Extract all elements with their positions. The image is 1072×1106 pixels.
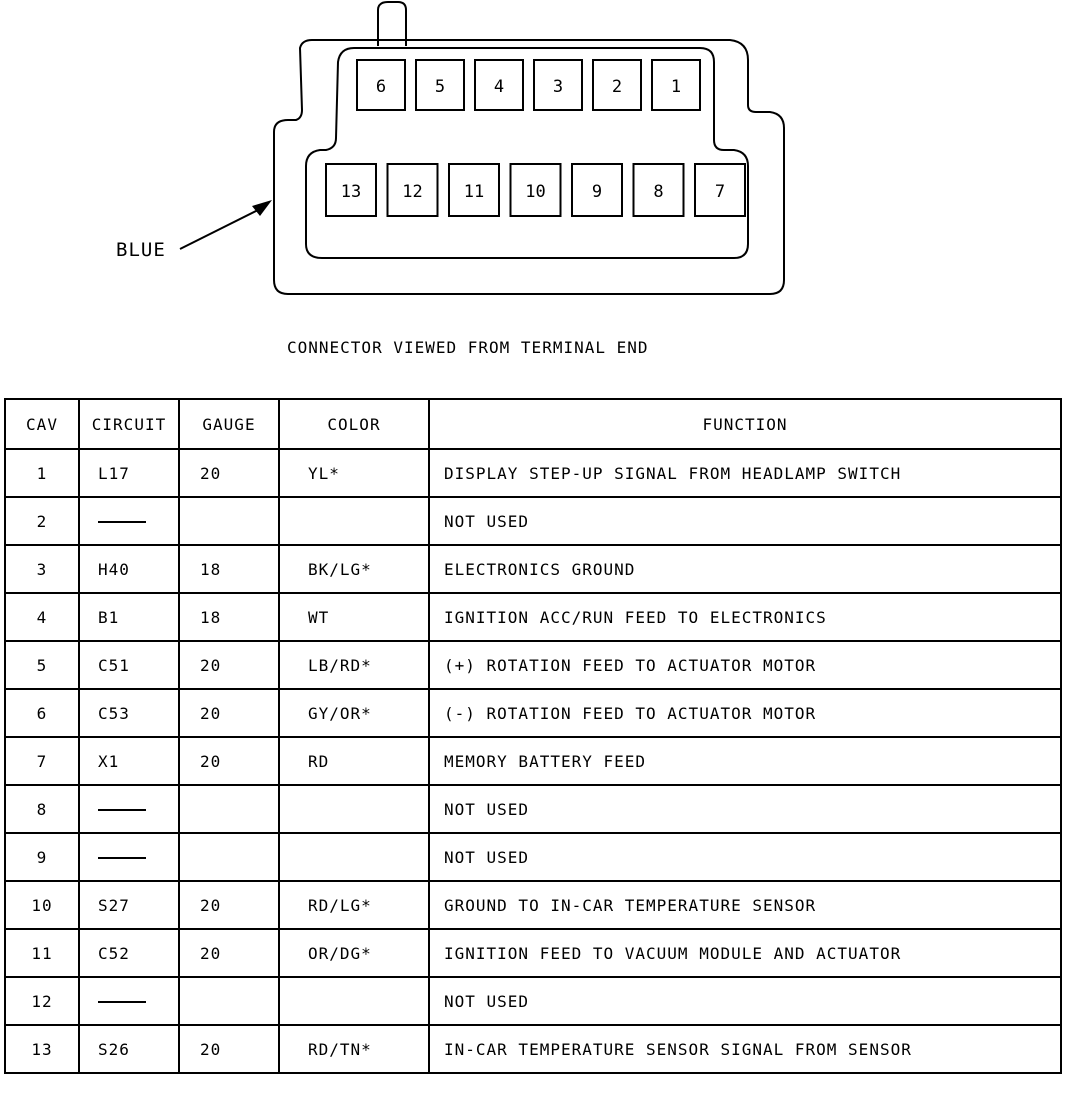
cell-gauge xyxy=(179,977,279,1025)
cell-cav: 12 xyxy=(5,977,79,1025)
cell-color: RD/TN* xyxy=(279,1025,429,1073)
cell-circuit: C51 xyxy=(79,641,179,689)
cell-function: NOT USED xyxy=(429,497,1061,545)
connector-outer-shell xyxy=(274,40,784,294)
not-used-dash-icon xyxy=(98,809,146,811)
header-function: FUNCTION xyxy=(429,399,1061,449)
cell-circuit xyxy=(79,785,179,833)
cell-gauge: 20 xyxy=(179,929,279,977)
cell-color: RD/LG* xyxy=(279,881,429,929)
cavity-number: 2 xyxy=(611,77,623,97)
table-row xyxy=(5,449,1061,497)
bottom-row-cavities xyxy=(326,164,745,216)
cell-function: IGNITION FEED TO VACUUM MODULE AND ACTUATOR xyxy=(429,929,1061,977)
cell-color xyxy=(279,497,429,545)
header-circuit: CIRCUIT xyxy=(79,399,179,449)
blue-label: BLUE xyxy=(116,239,166,261)
cell-circuit: C53 xyxy=(79,689,179,737)
header-cav: CAV xyxy=(5,399,79,449)
cell-circuit xyxy=(79,497,179,545)
table-row xyxy=(5,545,1061,593)
pinout-table xyxy=(4,398,1062,1074)
cell-function: DISPLAY STEP-UP SIGNAL FROM HEADLAMP SWITCH xyxy=(429,449,1061,497)
cell-gauge: 20 xyxy=(179,641,279,689)
cell-color: RD xyxy=(279,737,429,785)
table-row xyxy=(5,497,1061,545)
cell-gauge: 20 xyxy=(179,1025,279,1073)
cavity-number: 1 xyxy=(670,77,682,97)
table-row xyxy=(5,1025,1061,1073)
table-row xyxy=(5,737,1061,785)
connector-inner-cavity xyxy=(306,48,748,258)
blue-indicator-line xyxy=(180,208,262,249)
cell-circuit: H40 xyxy=(79,545,179,593)
connector-caption: CONNECTOR VIEWED FROM TERMINAL END xyxy=(287,338,649,357)
cell-gauge: 20 xyxy=(179,881,279,929)
cell-function: (-) ROTATION FEED TO ACTUATOR MOTOR xyxy=(429,689,1061,737)
cell-function: IN-CAR TEMPERATURE SENSOR SIGNAL FROM SENSOR xyxy=(429,1025,1061,1073)
cell-circuit: C52 xyxy=(79,929,179,977)
cell-color xyxy=(279,977,429,1025)
cavity-number: 6 xyxy=(375,77,387,97)
cell-function: GROUND TO IN-CAR TEMPERATURE SENSOR xyxy=(429,881,1061,929)
cell-gauge: 18 xyxy=(179,545,279,593)
cell-circuit xyxy=(79,977,179,1025)
cell-cav: 5 xyxy=(5,641,79,689)
cell-cav: 7 xyxy=(5,737,79,785)
cell-circuit: X1 xyxy=(79,737,179,785)
cavity-number: 13 xyxy=(340,182,362,202)
cavity-number: 11 xyxy=(463,182,485,202)
cell-color: BK/LG* xyxy=(279,545,429,593)
cavity-number: 9 xyxy=(591,182,603,202)
table-row xyxy=(5,977,1061,1025)
not-used-dash-icon xyxy=(98,521,146,523)
cavity-number: 5 xyxy=(434,77,446,97)
table-row xyxy=(5,833,1061,881)
cell-function: IGNITION ACC/RUN FEED TO ELECTRONICS xyxy=(429,593,1061,641)
top-row-cavities xyxy=(357,60,700,110)
cell-circuit: L17 xyxy=(79,449,179,497)
header-gauge: GAUGE xyxy=(179,399,279,449)
cell-function: ELECTRONICS GROUND xyxy=(429,545,1061,593)
cell-gauge: 20 xyxy=(179,689,279,737)
cell-cav: 13 xyxy=(5,1025,79,1073)
cell-color xyxy=(279,833,429,881)
cell-cav: 9 xyxy=(5,833,79,881)
not-used-dash-icon xyxy=(98,857,146,859)
cell-cav: 11 xyxy=(5,929,79,977)
cell-circuit: S27 xyxy=(79,881,179,929)
cell-function: NOT USED xyxy=(429,977,1061,1025)
cell-color: YL* xyxy=(279,449,429,497)
cell-gauge: 20 xyxy=(179,449,279,497)
cavity-number: 7 xyxy=(714,182,726,202)
cell-gauge: 18 xyxy=(179,593,279,641)
cell-function: NOT USED xyxy=(429,833,1061,881)
cavity-number: 4 xyxy=(493,77,505,97)
cell-color: WT xyxy=(279,593,429,641)
blue-arrowhead-icon xyxy=(252,200,272,216)
cavity-number: 12 xyxy=(402,182,423,202)
cell-cav: 2 xyxy=(5,497,79,545)
cell-circuit xyxy=(79,833,179,881)
cell-gauge xyxy=(179,833,279,881)
table-row xyxy=(5,593,1061,641)
cell-cav: 1 xyxy=(5,449,79,497)
header-color: COLOR xyxy=(279,399,429,449)
cell-color: OR/DG* xyxy=(279,929,429,977)
cell-color: LB/RD* xyxy=(279,641,429,689)
cell-gauge xyxy=(179,785,279,833)
cell-function: (+) ROTATION FEED TO ACTUATOR MOTOR xyxy=(429,641,1061,689)
table-row xyxy=(5,641,1061,689)
table-row xyxy=(5,689,1061,737)
cell-cav: 6 xyxy=(5,689,79,737)
cell-cav: 8 xyxy=(5,785,79,833)
table-row xyxy=(5,785,1061,833)
connector-diagram xyxy=(0,0,1072,330)
cavity-number: 8 xyxy=(653,182,664,202)
not-used-dash-icon xyxy=(98,1001,146,1003)
cell-circuit: B1 xyxy=(79,593,179,641)
cavity-number: 10 xyxy=(525,182,546,202)
table-header-row xyxy=(5,399,1061,449)
cell-color: GY/OR* xyxy=(279,689,429,737)
cell-cav: 4 xyxy=(5,593,79,641)
cell-function: NOT USED xyxy=(429,785,1061,833)
cavity-number: 3 xyxy=(552,77,564,97)
cell-cav: 10 xyxy=(5,881,79,929)
cell-color xyxy=(279,785,429,833)
cell-gauge xyxy=(179,497,279,545)
cell-function: MEMORY BATTERY FEED xyxy=(429,737,1061,785)
cell-circuit: S26 xyxy=(79,1025,179,1073)
cell-gauge: 20 xyxy=(179,737,279,785)
table-row xyxy=(5,929,1061,977)
table-row xyxy=(5,881,1061,929)
cell-cav: 3 xyxy=(5,545,79,593)
pinout-body xyxy=(5,449,1061,1073)
